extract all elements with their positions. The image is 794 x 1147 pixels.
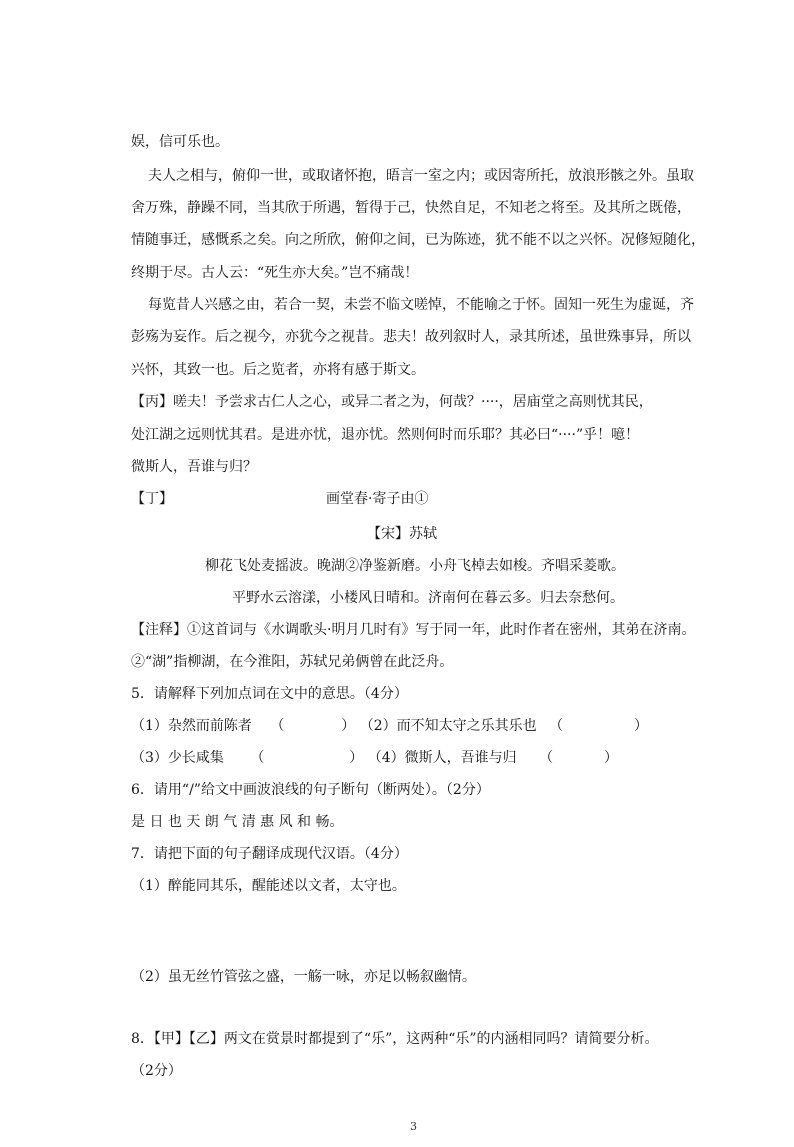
passage-line: 夫人之相与，俯仰一世，或取诸怀抱，晤言一室之内；或因寄所托，放浪形骸之外。虽取 [148, 168, 694, 184]
question-stem: 8．【甲】【乙】两文在赏景时都提到了“乐”，这两种“乐”的内涵相同吗？请简要分析。 [131, 1031, 659, 1047]
passage-line: 处江湖之远则忧其君。是进亦忧，退亦忧。然则何时而乐耶？其必曰“····”乎！噫！ [131, 427, 640, 443]
page-number: 3 [410, 1120, 417, 1133]
translation-item: （2）虽无丝竹管弦之盛，一觞一咏，亦足以畅叙幽情。 [131, 969, 476, 985]
passage-line: 彭殇为妄作。后之视今，亦犹今之视昔。悲夫！故列叙时人，录其所述，虽世殊事异，所以 [131, 329, 691, 345]
item-text: （4）微斯人，吾谁与归 [367, 750, 517, 766]
passage-line: 娱，信可乐也。 [131, 134, 229, 150]
passage-line: 舍万殊，静躁不同，当其欣于所遇，暂得于己，快然自足，不知老之将至。及其所之既倦， [131, 200, 691, 216]
question-item [131, 749, 618, 767]
passage-line: 终期于尽。古人云：“死生亦大矣。”岂不痛哉！ [131, 265, 419, 281]
question-score: （2分） [131, 1063, 182, 1079]
answer-blank-open: （ [549, 718, 564, 734]
passage-line: 兴怀，其致一也。后之览者，亦将有感于斯文。 [131, 362, 425, 378]
answer-blank-close: ） [341, 718, 356, 734]
section-label: 【丁】 [131, 491, 173, 507]
question-stem: 7．请把下面的句子翻译成现代汉语。（4分） [131, 846, 408, 862]
item-text: （2）而不知太守之乐其乐也 [359, 718, 537, 734]
question-item [131, 717, 648, 735]
answer-blank-close: ） [634, 718, 649, 734]
passage-line: 【丙】嗟夫！予尝求古仁人之心，或异二者之为，何哉？····，居庙堂之高则忧其民， [131, 394, 653, 410]
annotation-line: ②“湖”指柳湖，在今淮阳，苏轼兄弟俩曾在此泛舟。 [131, 654, 454, 670]
poem-line: 平野水云溶漾，小楼风日晴和。济南何在暮云多。归去奈愁何。 [232, 590, 624, 606]
answer-blank-close: ） [604, 750, 619, 766]
poem-line: 柳花飞处麦摇波。晚湖②净鉴新磨。小舟飞棹去如梭。齐唱采菱歌。 [205, 558, 625, 574]
item-text: （1）杂然而前陈者 [131, 718, 252, 734]
item-text: （3）少长咸集 [131, 750, 224, 766]
question-stem: 6．请用“/”给文中画波浪线的句子断句（断两处）。（2分） [131, 782, 490, 798]
passage-line: 每览昔人兴感之由，若合一契，未尝不临文嗟悼，不能喻之于怀。固知一死生为虚诞，齐 [148, 297, 694, 313]
answer-blank-open: （ [539, 750, 554, 766]
passage-line: 微斯人，吾谁与归？ [131, 459, 257, 475]
answer-blank-open: （ [270, 718, 285, 734]
question-stem: 5．请解释下列加点词在文中的意思。（4分） [131, 686, 408, 702]
translation-item: （1）醉能同其乐，醒能述以文者，太守也。 [131, 878, 406, 894]
answer-blank-close: ） [349, 750, 364, 766]
wavy-sentence: 是 日 也 天 朗 气 清 惠 风 和 畅。 [131, 814, 344, 830]
answer-blank-open: （ [250, 750, 265, 766]
poem-title: 画堂春·寄子由① [326, 491, 429, 507]
poem-author: 【宋】苏轼 [367, 526, 437, 542]
annotation-line: 【注释】①这首词与《水调歌头·明月几时有》写于同一年，此时作者在密州，其弟在济南。 [131, 622, 696, 638]
passage-line: 情随事迁，感慨系之矣。向之所欣，俯仰之间，已为陈迹，犹不能不以之兴怀。况修短随化， [131, 232, 705, 248]
answer-space[interactable] [131, 905, 691, 955]
